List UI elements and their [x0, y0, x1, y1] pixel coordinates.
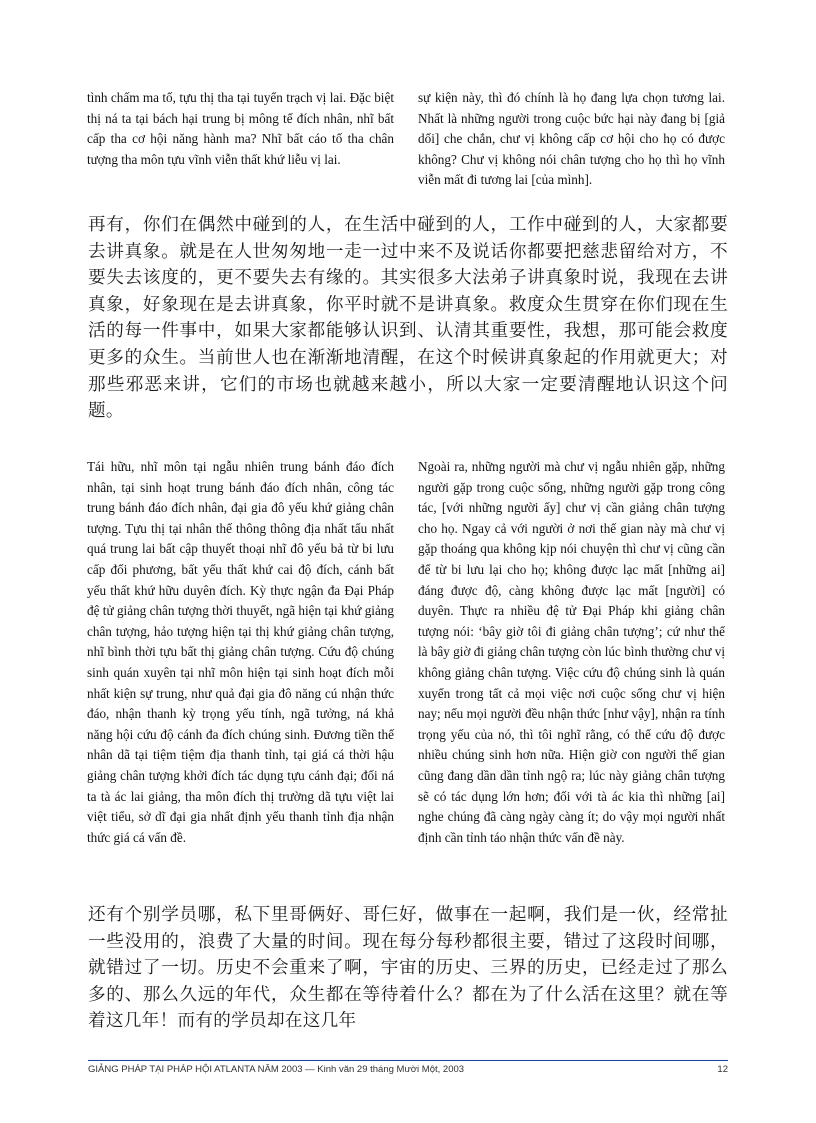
vietnamese-columns-2	[87, 457, 725, 848]
vi-translation-column: Ngoài ra, những người mà chư vị ngẫu nhiên gặp, những người gặp trong cuộc sống, những người gặp trong công tác, [với những người ấy] chư vị cần giảng chân tượng cho họ. Ngay cả với người ở nơi thế gian này mà chư vị gặp thoáng qua không kịp nói chuyện thì chư vị cũng cần để từ bi lưu lại cho họ; không được lạc mất [những ai] đáng được độ, càng không được lạc mất [người] có duyên. Thực ra nhiều đệ tử Đại Pháp khi giảng chân tượng nói: ‘bây giờ tôi đi giảng chân tượng’; cứ như thể là bây giờ đi giảng chân tượng còn lúc bình thường chư vị không giảng chân tượng. Việc cứu độ chúng sinh là quán xuyến trong tất cả mọi việc nơi cuộc sống chư vị hiện nay; nếu mọi người đều nhận thức [như vậy], nhận ra tính trọng yếu của nó, thì tôi nghĩ rằng, có thể cứu độ được nhiều chúng sinh hơn nữa. Hiện giờ con người thế gian cũng đang dần dần tỉnh ngộ ra; lúc này giảng chân tượng sẽ có tác dụng lớn hơn; đối với tà ác kia thì những [ai] nghe chúng đã càng ngày càng ít; do vậy mọi người nhất định cần tỉnh táo nhận thức vấn đề này.	[418, 459, 725, 845]
page-footer	[88, 1064, 728, 1075]
vietnamese-columns-1	[87, 88, 725, 191]
vi-translation-column: sự kiện này, thì đó chính là họ đang lựa chọn tương lai. Nhất là những người trong cuộc bức hại này đang bị [giả dối] che chắn, chư vị không cấp cơ hội cho họ có được không? Chư vị không nói chân tượng cho họ thì họ vĩnh viễn mất đi tương lai [của mình].	[418, 90, 725, 188]
footer-divider	[88, 1060, 728, 1061]
chinese-paragraph-2: 还有个别学员哪，私下里哥俩好、哥仨好，做事在一起啊，我们是一伙，经常扯一些没用的，浪费了大量的时间。现在每分每秒都很主要，错过了这段时间哪，就错过了一切。历史不会重来了啊，宇宙的历史、三界的历史，已经走过了那么多的、那么久远的年代，众生都在等待着什么？都在为了什么活在这里？就在等着这几年！而有的学员却在这几年	[88, 905, 728, 1032]
chinese-paragraph-1: 再有，你们在偶然中碰到的人，在生活中碰到的人，工作中碰到的人，大家都要去讲真象。就是在人世匆匆地一走一过中来不及说话你都要把慈悲留给对方，不要失去该度的，更不要失去有缘的。其实很多大法弟子讲真象时说，我现在去讲真象，好象现在是去讲真象，你平时就不是讲真象。救度众生贯穿在你们现在生活的每一件事中，如果大家都能够认识到、认清其重要性，我想，那可能会救度更多的众生。当前世人也在渐渐地清醒，在这个时候讲真象起的作用就更大；对那些邪恶来讲，它们的市场也就越来越小，所以大家一定要清醒地认识这个问题。	[88, 215, 728, 422]
page-number: 12	[717, 1064, 728, 1075]
footer-title: GIẢNG PHÁP TẠI PHÁP HỘI ATLANTA NĂM 2003 — Kinh văn 29 tháng Mười Một, 2003	[88, 1064, 465, 1075]
vi-transliteration-column: Tái hữu, nhĩ môn tại ngẫu nhiên trung bánh đáo đích nhân, tại sinh hoạt trung bánh đáo đích nhân, công tác trung bánh đáo đích nhân, đại gia đô yếu khứ giảng chân tượng. Tựu thị tại nhân thế thông thông địa nhất tẩu nhất quá trung lai bất cập thuyết thoại nhĩ đô yếu bả từ bi lưu cấp đối phương, bất yếu thất khứ cai độ đích, cánh bất yếu thất khứ hữu duyên đích. Kỳ thực ngận đa Đại Pháp đệ tử giảng chân tượng thời thuyết, ngã hiện tại khứ giảng chân tượng, hảo tượng hiện tại thị khứ giảng chân tượng, nhĩ bình thời tựu bất thị giảng chân tượng. Cứu độ chúng sinh quán xuyên tại nhĩ môn hiện tại sinh hoạt đích mỗi nhất kiện sự trung, như quả đại gia đô năng cú nhận thức đáo, nhận thanh kỳ trọng yếu tính, ngã tưởng, ná khả năng hội cứu độ cánh đa đích chúng sinh. Đương tiền thế nhân dã tại tiệm tiệm địa thanh tỉnh, tại giá cá thời hậu giảng chân tượng khởi đích tác dụng tựu cánh đại; đối ná ta tà ác lai giảng, tha môn đích thị trường dã tựu việt lai việt tiểu, sở dĩ đại gia nhất định yếu thanh tỉnh địa nhận thức giá cá vấn đề.	[87, 459, 394, 845]
vi-transliteration-column: tình chấm ma tố, tựu thị tha tại tuyển trạch vị lai. Đặc biệt thị ná ta tại bách hại trung bị mông tế đích nhân, nhĩ bất cấp tha cơ hội năng hành ma? Nhĩ bất cáo tố tha chân tượng tha môn tựu vĩnh viễn thất khứ liễu vị lai.	[87, 90, 394, 167]
